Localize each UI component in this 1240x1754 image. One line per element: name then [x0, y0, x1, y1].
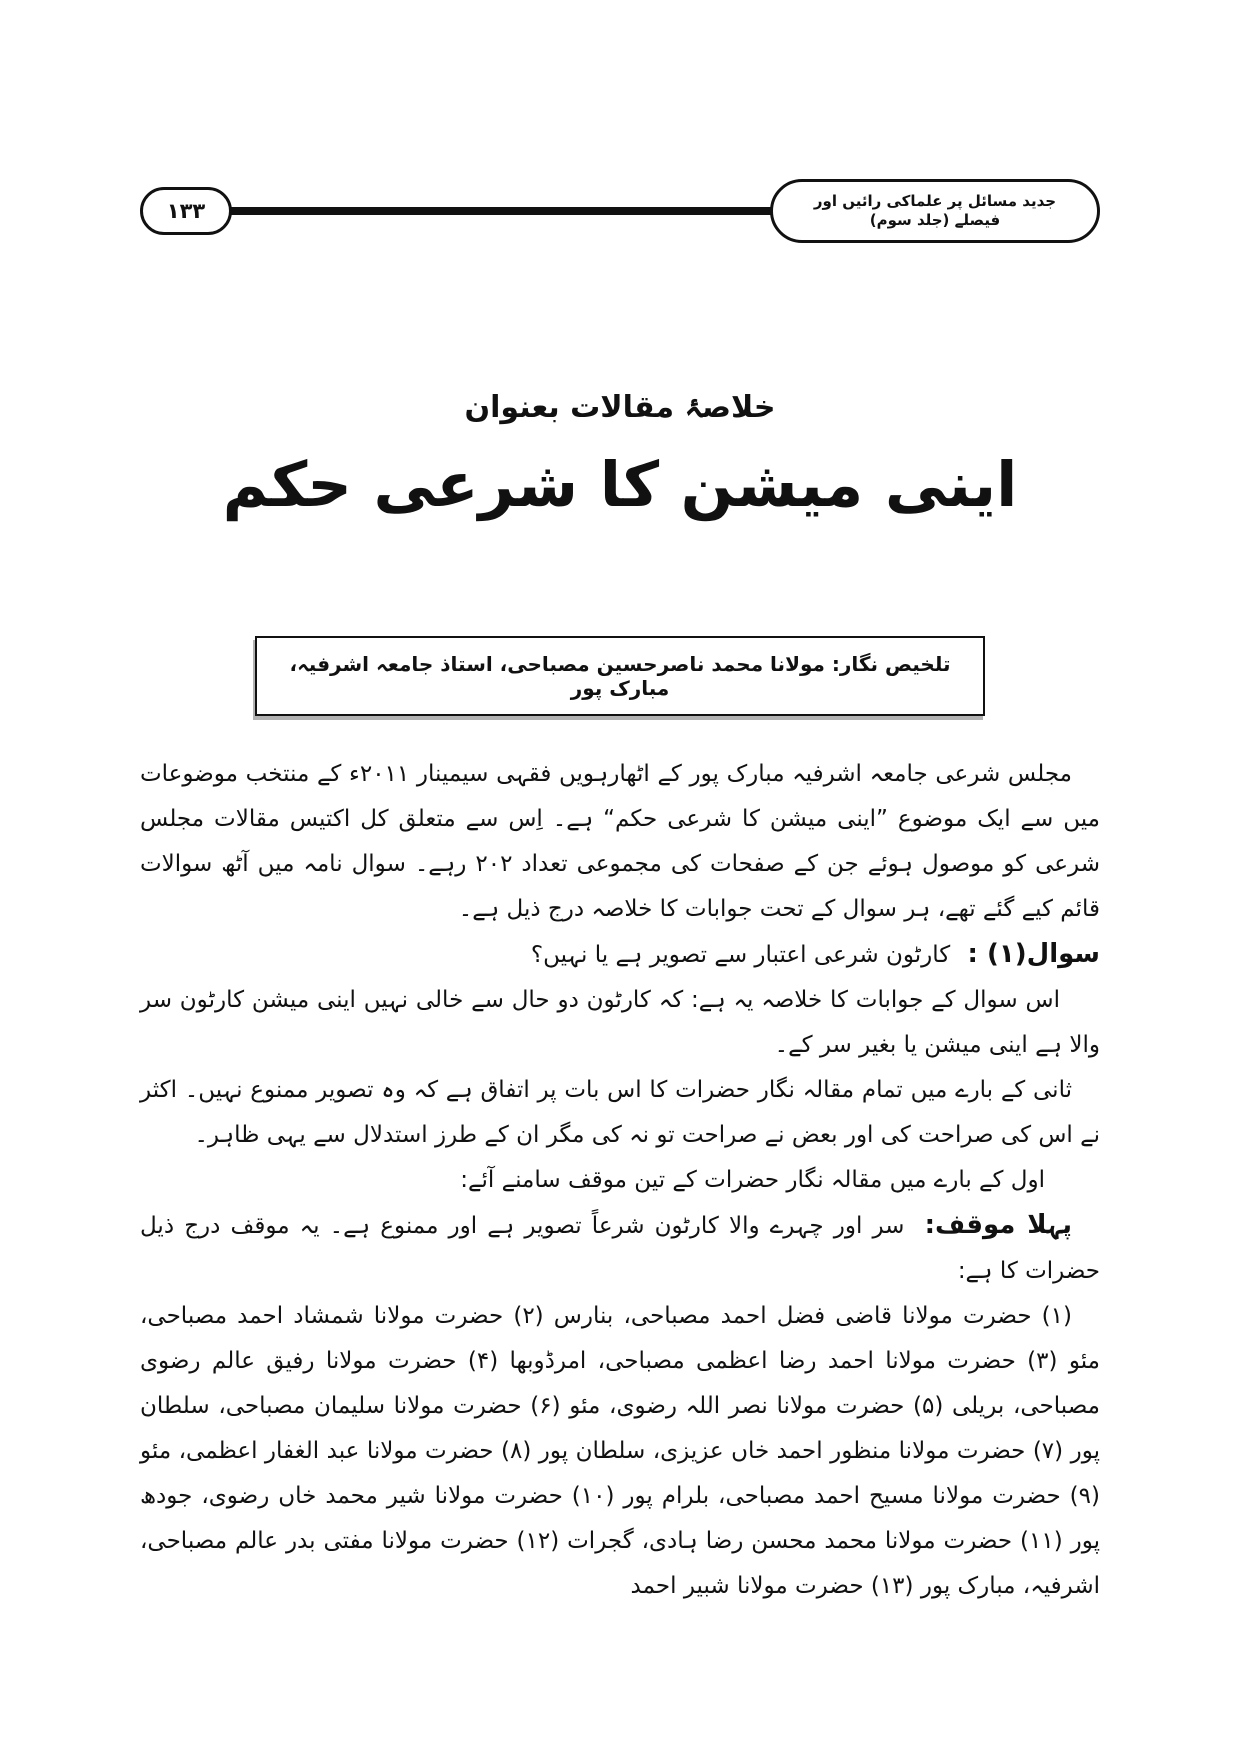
question-1-text: کارٹون شرعی اعتبار سے تصویر ہے یا نہیں؟ — [530, 942, 951, 968]
question-1-line — [140, 932, 1100, 978]
header-double-rule — [224, 207, 778, 215]
article-body — [140, 752, 1100, 1609]
answer-summary-paragraph: اس سوال کے جوابات کا خلاصہ یہ ہے: کہ کارٹون دو حال سے خالی نہیں اینی میشن کارٹون سر والا ہے اینی میشن یا بغیر سر کے۔ — [140, 987, 1100, 1058]
main-title: اینی میشن کا شرعی حکم — [222, 448, 1018, 521]
stance-1-line — [140, 1203, 1100, 1294]
byline-text: تلخیص نگار: مولانا محمد ناصرحسین مصباحی، استاذ جامعہ اشرفیہ، مبارک پور — [289, 652, 951, 700]
first-case-intro-paragraph: اول کے بارے میں مقالہ نگار حضرات کے تین موقف سامنے آئے: — [460, 1167, 1045, 1193]
second-case-paragraph: ثانی کے بارے میں تمام مقالہ نگار حضرات کا اس بات پر اتفاق ہے کہ وہ تصویر ممنوع نہیں۔ اکثر نے اس کی صراحت کی اور بعض نے صراحت تو نہ کی مگر ان کے طرز استدلال سے یہی ظاہر۔ — [140, 1077, 1100, 1148]
kicker-heading: خلاصۂ مقالات بعنوان — [464, 390, 776, 425]
page-number: ۱۳۳ — [140, 187, 232, 235]
running-book-title: جدید مسائل پر علماکی رائیں اور فیصلے (جلد سوم) — [770, 179, 1100, 243]
stance-1-text: سر اور چہرے والا کارٹون شرعاً تصویر ہے اور ممنوع ہے۔ یہ موقف درج ذیل حضرات کا ہے: — [140, 1213, 1100, 1284]
byline-box — [255, 636, 985, 716]
question-1-label: سوال(۱) : — [967, 939, 1100, 969]
intro-paragraph: مجلس شرعی جامعہ اشرفیہ مبارک پور کے اٹھارہویں فقہی سیمینار ۲۰۱۱ء کے منتخب موضوعات میں سے ایک موضوع ”اینی میشن کا شرعی حکم“ ہے۔ اِس سے متعلق کل اکتیس مقالات مجلس شرعی کو موصول ہوئے جن کے صفحات کی مجموعی تعداد ۲۰۲ رہے۔ سوال نامہ میں آٹھ سوالات قائم کیے گئے تھے، ہر سوال کے تحت جوابات کا خلاصہ درج ذیل ہے۔ — [140, 761, 1100, 922]
stance-1-label: پہلا موقف: — [924, 1210, 1072, 1240]
page-header — [140, 178, 1100, 244]
scholars-names-list: (۱) حضرت مولانا قاضی فضل احمد مصباحی، بنارس (۲) حضرت مولانا شمشاد احمد مصباحی، مئو (۳) حضرت مولانا احمد رضا اعظمی مصباحی، امرڈوبھا (۴) حضرت مولانا رفیق عالم رضوی مصباحی، بریلی (۵) حضرت مولانا نصر اللہ رضوی، مئو (۶) حضرت مولانا سلیمان مصباحی، سلطان پور (۷) حضرت مولانا منظور احمد خاں عزیزی، سلطان پور (۸) حضرت مولانا عبد الغفار اعظمی، مئو (۹) حضرت مولانا مسیح احمد مصباحی، بلرام پور (۱۰) حضرت مولانا شیر محمد خاں رضوی، جودھ پور (۱۱) حضرت مولانا محمد محسن رضا ہادی، گجرات (۱۲) حضرت مولانا مفتی بدر عالم مصباحی، اشرفیہ، مبارک پور (۱۳) حضرت مولانا شبیر احمد — [140, 1303, 1100, 1599]
